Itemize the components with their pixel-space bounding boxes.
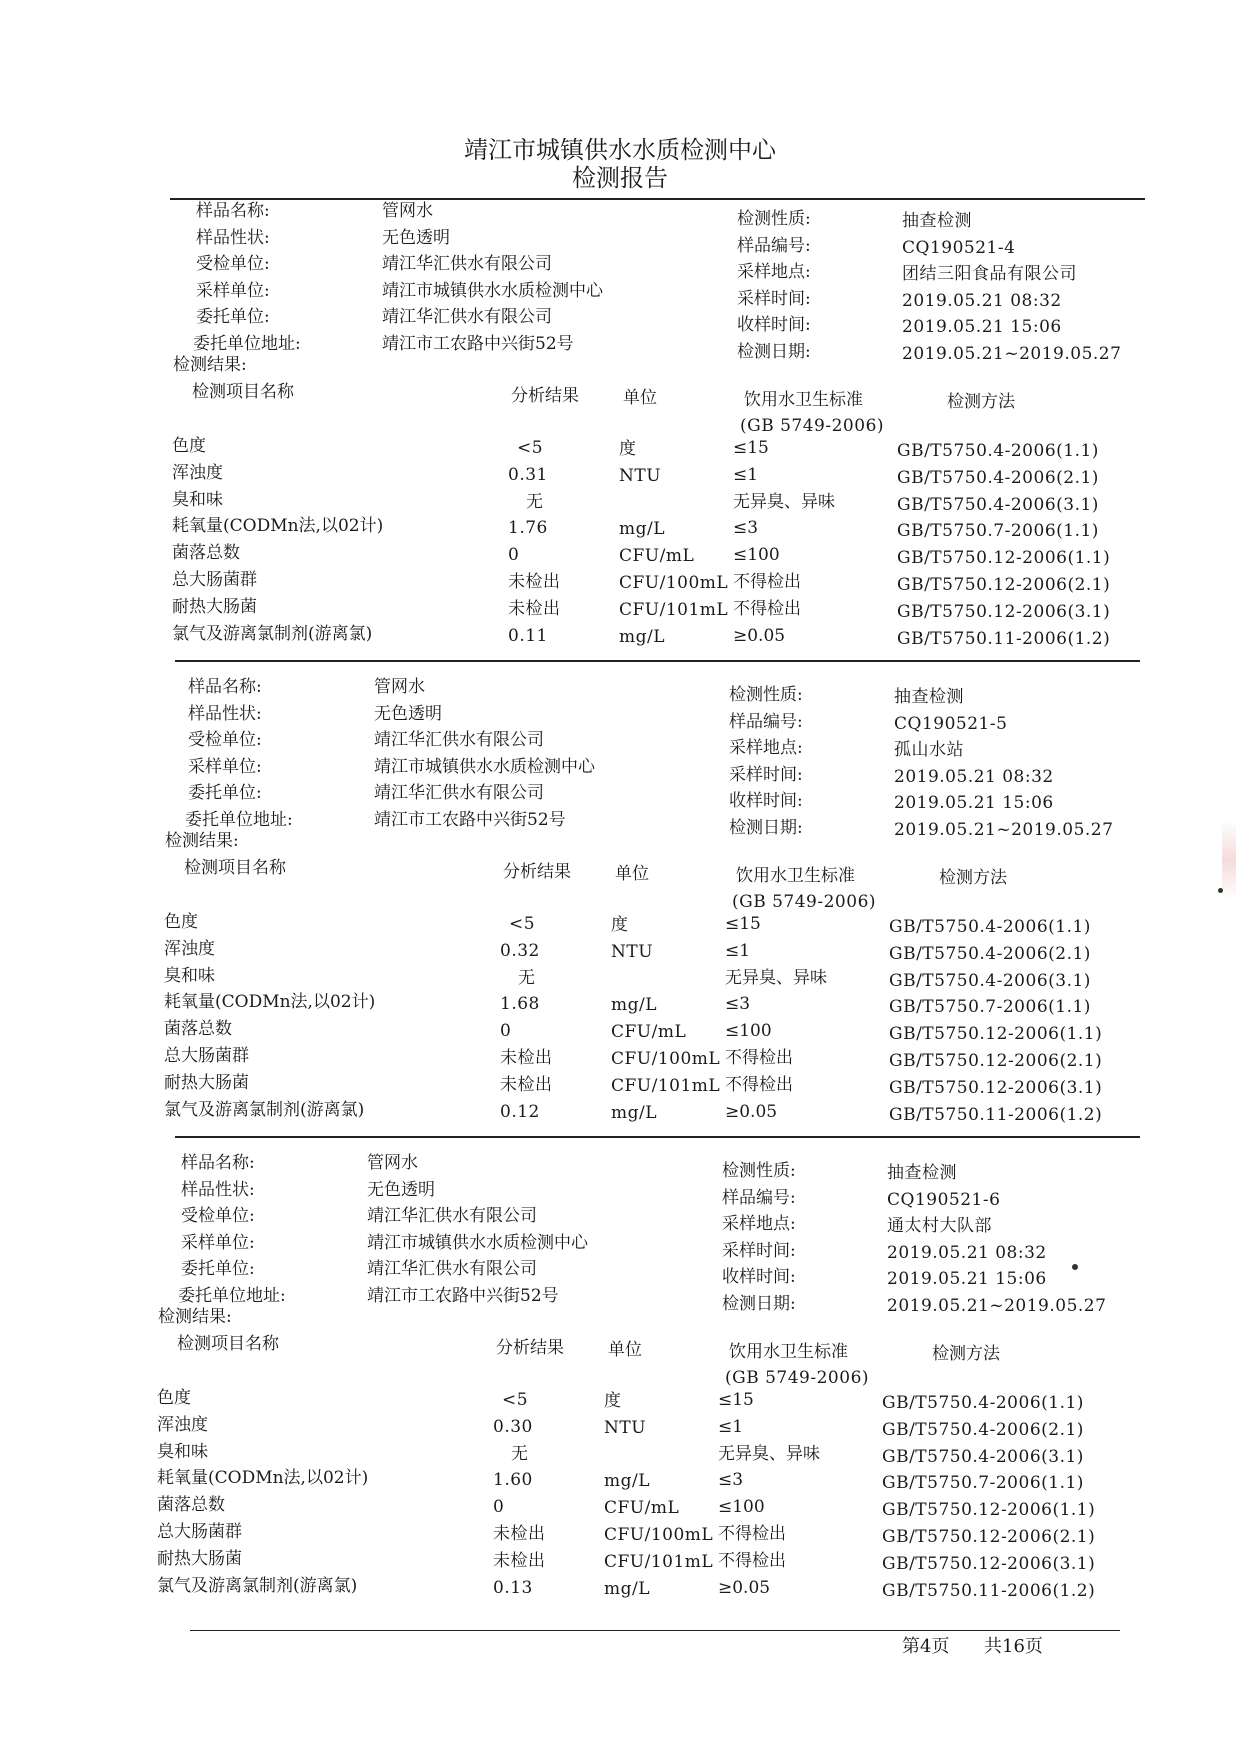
item-name: 色度 xyxy=(157,1388,191,1408)
item-standard: ≤3 xyxy=(733,518,759,539)
item-name: 总大肠菌群 xyxy=(157,1522,242,1542)
label-sample-name: 样品名称: xyxy=(196,201,270,221)
item-standard: ≤1 xyxy=(725,940,751,961)
item-result: 未检出 xyxy=(493,1550,546,1571)
label-client: 委托单位: xyxy=(196,307,270,327)
value-client-address: 靖江市工农路中兴街52号 xyxy=(374,809,566,830)
item-name: 总大肠菌群 xyxy=(164,1046,249,1066)
label-sampling-unit: 采样单位: xyxy=(181,1232,255,1253)
item-name: 氯气及游离氯制剂(游离氯) xyxy=(157,1575,358,1596)
item-result: <5 xyxy=(502,1390,529,1410)
value-sample-no: CQ190521-4 xyxy=(902,237,1016,258)
col-header-unit: 单位 xyxy=(615,864,649,884)
item-unit: CFU/mL xyxy=(604,1498,680,1519)
item-result: 无 xyxy=(526,491,544,512)
item-standard: 无异臭、异味 xyxy=(725,967,827,988)
item-method: GB/T5750.12-2006(2.1) xyxy=(897,575,1111,595)
item-result: 未检出 xyxy=(508,598,561,619)
item-method: GB/T5750.4-2006(1.1) xyxy=(889,917,1091,937)
page-total: 共16页 xyxy=(984,1636,1043,1657)
item-result: 1.60 xyxy=(493,1470,533,1491)
scan-dot xyxy=(1218,888,1223,893)
value-receiving-time: 2019.05.21 15:06 xyxy=(887,1269,1047,1289)
item-result: 0.31 xyxy=(508,464,548,485)
results-label: 检测结果: xyxy=(173,355,247,375)
value-sample-props: 无色透明 xyxy=(382,227,450,248)
value-sampling-time: 2019.05.21 08:32 xyxy=(902,290,1062,311)
label-sample-name: 样品名称: xyxy=(188,677,262,697)
item-result: 0.11 xyxy=(508,625,548,646)
col-header-standard-code: (GB 5749-2006) xyxy=(732,892,877,912)
item-unit: CFU/100mL xyxy=(604,1525,714,1545)
col-header-item: 检测项目名称 xyxy=(184,858,286,878)
value-sample-name: 管网水 xyxy=(374,677,425,697)
label-sampling-time: 采样时间: xyxy=(737,288,811,309)
col-header-method: 检测方法 xyxy=(932,1344,1000,1364)
item-name: 耐热大肠菌 xyxy=(164,1072,249,1093)
item-method: GB/T5750.12-2006(2.1) xyxy=(889,1051,1103,1071)
value-sampling-site: 通太村大队部 xyxy=(887,1216,992,1236)
item-result: 无 xyxy=(511,1443,529,1464)
scan-dot xyxy=(1072,1264,1078,1270)
item-unit: CFU/100mL xyxy=(611,1049,721,1069)
label-client: 委托单位: xyxy=(181,1259,255,1279)
item-unit: mg/L xyxy=(604,1471,651,1492)
item-method: GB/T5750.12-2006(3.1) xyxy=(897,601,1111,622)
label-sampling-time: 采样时间: xyxy=(729,764,803,785)
item-result: 未检出 xyxy=(500,1048,553,1068)
label-client-address: 委托单位地址: xyxy=(193,333,301,354)
item-standard: ≤15 xyxy=(733,438,769,458)
item-standard: 不得检出 xyxy=(725,1074,793,1095)
value-sample-props: 无色透明 xyxy=(367,1179,435,1200)
item-name: 菌落总数 xyxy=(172,543,240,564)
sample-section xyxy=(0,0,1240,649)
label-sample-no: 样品编号: xyxy=(722,1187,796,1208)
label-sampling-time: 采样时间: xyxy=(722,1240,796,1261)
item-method: GB/T5750.11-2006(1.2) xyxy=(897,628,1111,649)
item-method: GB/T5750.12-2006(1.1) xyxy=(897,548,1111,569)
item-standard: 不得检出 xyxy=(718,1524,786,1544)
item-method: GB/T5750.12-2006(1.1) xyxy=(889,1024,1103,1045)
item-standard: ≤100 xyxy=(733,545,780,566)
item-standard: ≥0.05 xyxy=(725,1101,778,1122)
label-inspected-unit: 受检单位: xyxy=(181,1206,255,1226)
item-name: 总大肠菌群 xyxy=(172,570,257,590)
label-client-address: 委托单位地址: xyxy=(185,809,293,830)
item-unit: 度 xyxy=(604,1391,622,1411)
item-method: GB/T5750.12-2006(2.1) xyxy=(882,1527,1096,1547)
value-client-address: 靖江市工农路中兴街52号 xyxy=(382,333,574,354)
value-test-date: 2019.05.21~2019.05.27 xyxy=(902,343,1122,364)
value-client: 靖江华汇供水有限公司 xyxy=(374,783,544,803)
item-result: 0 xyxy=(493,1497,505,1518)
item-standard: ≥0.05 xyxy=(733,625,786,646)
item-standard: 不得检出 xyxy=(725,1048,793,1068)
item-result: 未检出 xyxy=(508,572,561,592)
col-header-standard-code: (GB 5749-2006) xyxy=(740,416,885,436)
value-client-address: 靖江市工农路中兴街52号 xyxy=(367,1285,559,1306)
sample-section xyxy=(0,476,1232,1125)
label-sampling-site: 采样地点: xyxy=(729,738,803,758)
item-unit: NTU xyxy=(619,465,662,486)
item-method: GB/T5750.4-2006(2.1) xyxy=(882,1419,1084,1440)
item-name: 耐热大肠菌 xyxy=(172,596,257,617)
col-header-method: 检测方法 xyxy=(947,392,1015,412)
item-result: 无 xyxy=(518,967,536,988)
item-result: <5 xyxy=(509,914,536,934)
label-inspected-unit: 受检单位: xyxy=(196,254,270,274)
value-sampling-site: 孤山水站 xyxy=(894,740,964,760)
label-inspection-type: 检测性质: xyxy=(722,1161,796,1181)
col-header-standard: 饮用水卫生标准 xyxy=(744,390,863,410)
item-unit: CFU/mL xyxy=(611,1022,687,1043)
value-inspection-type: 抽查检测 xyxy=(902,211,972,231)
label-inspection-type: 检测性质: xyxy=(729,685,803,705)
col-header-unit: 单位 xyxy=(623,388,657,408)
col-header-unit: 单位 xyxy=(608,1340,642,1360)
value-sample-no: CQ190521-6 xyxy=(887,1189,1001,1210)
label-sample-props: 样品性状: xyxy=(181,1179,255,1200)
item-method: GB/T5750.12-2006(1.1) xyxy=(882,1500,1096,1521)
value-inspected-unit: 靖江华汇供水有限公司 xyxy=(374,730,544,750)
item-unit: CFU/101mL xyxy=(611,1075,721,1096)
item-name: 色度 xyxy=(172,436,206,456)
label-sampling-site: 采样地点: xyxy=(722,1214,796,1234)
value-receiving-time: 2019.05.21 15:06 xyxy=(902,317,1062,337)
item-result: 0.32 xyxy=(500,940,540,961)
col-header-standard: 饮用水卫生标准 xyxy=(736,866,855,886)
item-unit: CFU/101mL xyxy=(619,599,729,620)
label-sample-props: 样品性状: xyxy=(196,227,270,248)
label-sample-props: 样品性状: xyxy=(188,703,262,724)
item-standard: 不得检出 xyxy=(718,1550,786,1571)
col-header-result: 分析结果 xyxy=(511,386,579,406)
col-header-result: 分析结果 xyxy=(503,862,571,882)
item-method: GB/T5750.4-2006(1.1) xyxy=(897,441,1099,461)
item-unit: mg/L xyxy=(619,626,666,647)
item-unit: NTU xyxy=(604,1417,647,1438)
item-name: 氯气及游离氯制剂(游离氯) xyxy=(164,1099,365,1120)
item-standard: ≥0.05 xyxy=(718,1577,771,1598)
item-method: GB/T5750.4-2006(1.1) xyxy=(882,1393,1084,1413)
label-client: 委托单位: xyxy=(188,783,262,803)
col-header-standard-code: (GB 5749-2006) xyxy=(725,1368,870,1388)
item-result: 1.68 xyxy=(500,994,540,1015)
item-name: 浑浊度 xyxy=(157,1414,208,1435)
item-standard: ≤15 xyxy=(725,914,761,934)
item-method: GB/T5750.7-2006(1.1) xyxy=(882,1473,1084,1494)
label-sample-no: 样品编号: xyxy=(737,235,811,256)
label-inspected-unit: 受检单位: xyxy=(188,730,262,750)
item-standard: ≤1 xyxy=(718,1416,744,1437)
value-sampling-time: 2019.05.21 08:32 xyxy=(887,1242,1047,1263)
results-label: 检测结果: xyxy=(158,1307,232,1327)
item-name: 耗氧量(CODMn法,以02计) xyxy=(164,992,376,1013)
item-method: GB/T5750.4-2006(2.1) xyxy=(897,467,1099,488)
value-receiving-time: 2019.05.21 15:06 xyxy=(894,793,1054,813)
item-unit: CFU/101mL xyxy=(604,1551,714,1572)
label-sampling-unit: 采样单位: xyxy=(188,756,262,777)
value-sample-no: CQ190521-5 xyxy=(894,713,1008,734)
item-result: 0 xyxy=(500,1021,512,1042)
footer-rule xyxy=(190,1630,1120,1631)
value-sampling-site: 团结三阳食品有限公司 xyxy=(902,264,1077,284)
report-title: 检测报告 xyxy=(572,164,668,192)
item-method: GB/T5750.12-2006(3.1) xyxy=(889,1077,1103,1098)
value-test-date: 2019.05.21~2019.05.27 xyxy=(894,819,1114,840)
value-inspected-unit: 靖江华汇供水有限公司 xyxy=(367,1206,537,1226)
label-receiving-time: 收样时间: xyxy=(737,315,811,335)
value-inspection-type: 抽查检测 xyxy=(887,1163,957,1183)
col-header-result: 分析结果 xyxy=(496,1338,564,1358)
item-name: 菌落总数 xyxy=(157,1495,225,1516)
item-standard: 无异臭、异味 xyxy=(718,1443,820,1464)
item-result: 0.30 xyxy=(493,1416,533,1437)
results-label: 检测结果: xyxy=(165,831,239,851)
item-name: 耗氧量(CODMn法,以02计) xyxy=(172,516,384,537)
item-name: 菌落总数 xyxy=(164,1019,232,1040)
value-sample-name: 管网水 xyxy=(382,201,433,221)
value-sampling-time: 2019.05.21 08:32 xyxy=(894,766,1054,787)
item-name: 氯气及游离氯制剂(游离氯) xyxy=(172,623,373,644)
item-name: 浑浊度 xyxy=(172,462,223,483)
page-number: 第4页 xyxy=(902,1636,950,1657)
item-standard: ≤3 xyxy=(718,1470,744,1491)
item-standard: 不得检出 xyxy=(733,572,801,592)
edge-stain xyxy=(1222,820,1236,900)
item-standard: ≤100 xyxy=(725,1021,772,1042)
item-result: 未检出 xyxy=(500,1074,553,1095)
sample-section xyxy=(0,952,1225,1601)
item-name: 臭和味 xyxy=(172,489,223,510)
item-unit: 度 xyxy=(619,439,637,459)
item-method: GB/T5750.4-2006(3.1) xyxy=(897,494,1099,515)
item-name: 浑浊度 xyxy=(164,938,215,959)
label-test-date: 检测日期: xyxy=(722,1293,796,1314)
label-sampling-site: 采样地点: xyxy=(737,262,811,282)
item-standard: ≤100 xyxy=(718,1497,765,1518)
value-sample-name: 管网水 xyxy=(367,1153,418,1173)
item-name: 耐热大肠菌 xyxy=(157,1548,242,1569)
item-standard: 不得检出 xyxy=(733,598,801,619)
item-name: 耗氧量(CODMn法,以02计) xyxy=(157,1468,369,1489)
item-unit: mg/L xyxy=(619,519,666,540)
item-result: 0 xyxy=(508,545,520,566)
label-test-date: 检测日期: xyxy=(737,341,811,362)
item-unit: NTU xyxy=(611,941,654,962)
label-receiving-time: 收样时间: xyxy=(722,1267,796,1287)
item-standard: 无异臭、异味 xyxy=(733,491,835,512)
item-method: GB/T5750.4-2006(2.1) xyxy=(889,943,1091,964)
value-sampling-unit: 靖江市城镇供水水质检测中心 xyxy=(382,280,603,301)
label-sampling-unit: 采样单位: xyxy=(196,280,270,301)
value-client: 靖江华汇供水有限公司 xyxy=(382,307,552,327)
label-receiving-time: 收样时间: xyxy=(729,791,803,811)
value-test-date: 2019.05.21~2019.05.27 xyxy=(887,1295,1107,1316)
col-header-method: 检测方法 xyxy=(939,868,1007,888)
col-header-item: 检测项目名称 xyxy=(177,1334,279,1354)
item-result: 1.76 xyxy=(508,518,548,539)
item-result: <5 xyxy=(517,438,544,458)
label-test-date: 检测日期: xyxy=(729,817,803,838)
item-method: GB/T5750.7-2006(1.1) xyxy=(897,521,1099,542)
item-name: 臭和味 xyxy=(164,965,215,986)
item-method: GB/T5750.4-2006(3.1) xyxy=(889,970,1091,991)
item-name: 臭和味 xyxy=(157,1441,208,1462)
item-unit: mg/L xyxy=(611,995,658,1016)
report-org-title: 靖江市城镇供水水质检测中心 xyxy=(464,136,776,164)
item-method: GB/T5750.4-2006(3.1) xyxy=(882,1446,1084,1467)
item-result: 0.12 xyxy=(500,1101,540,1122)
item-standard: ≤15 xyxy=(718,1390,754,1410)
item-unit: mg/L xyxy=(611,1102,658,1123)
item-name: 色度 xyxy=(164,912,198,932)
item-standard: ≤1 xyxy=(733,464,759,485)
item-method: GB/T5750.12-2006(3.1) xyxy=(882,1553,1096,1574)
item-method: GB/T5750.11-2006(1.2) xyxy=(882,1580,1096,1601)
value-client: 靖江华汇供水有限公司 xyxy=(367,1259,537,1279)
label-inspection-type: 检测性质: xyxy=(737,209,811,229)
label-sample-name: 样品名称: xyxy=(181,1153,255,1173)
item-standard: ≤3 xyxy=(725,994,751,1015)
item-result: 0.13 xyxy=(493,1577,533,1598)
value-inspection-type: 抽查检测 xyxy=(894,687,964,707)
col-header-item: 检测项目名称 xyxy=(192,382,294,402)
label-sample-no: 样品编号: xyxy=(729,711,803,732)
item-unit: mg/L xyxy=(604,1578,651,1599)
value-inspected-unit: 靖江华汇供水有限公司 xyxy=(382,254,552,274)
item-method: GB/T5750.11-2006(1.2) xyxy=(889,1104,1103,1125)
item-unit: CFU/100mL xyxy=(619,573,729,593)
item-unit: CFU/mL xyxy=(619,546,695,567)
item-unit: 度 xyxy=(611,915,629,935)
value-sampling-unit: 靖江市城镇供水水质检测中心 xyxy=(374,756,595,777)
value-sampling-unit: 靖江市城镇供水水质检测中心 xyxy=(367,1232,588,1253)
label-client-address: 委托单位地址: xyxy=(178,1285,286,1306)
item-result: 未检出 xyxy=(493,1524,546,1544)
col-header-standard: 饮用水卫生标准 xyxy=(729,1342,848,1362)
item-method: GB/T5750.7-2006(1.1) xyxy=(889,997,1091,1018)
value-sample-props: 无色透明 xyxy=(374,703,442,724)
